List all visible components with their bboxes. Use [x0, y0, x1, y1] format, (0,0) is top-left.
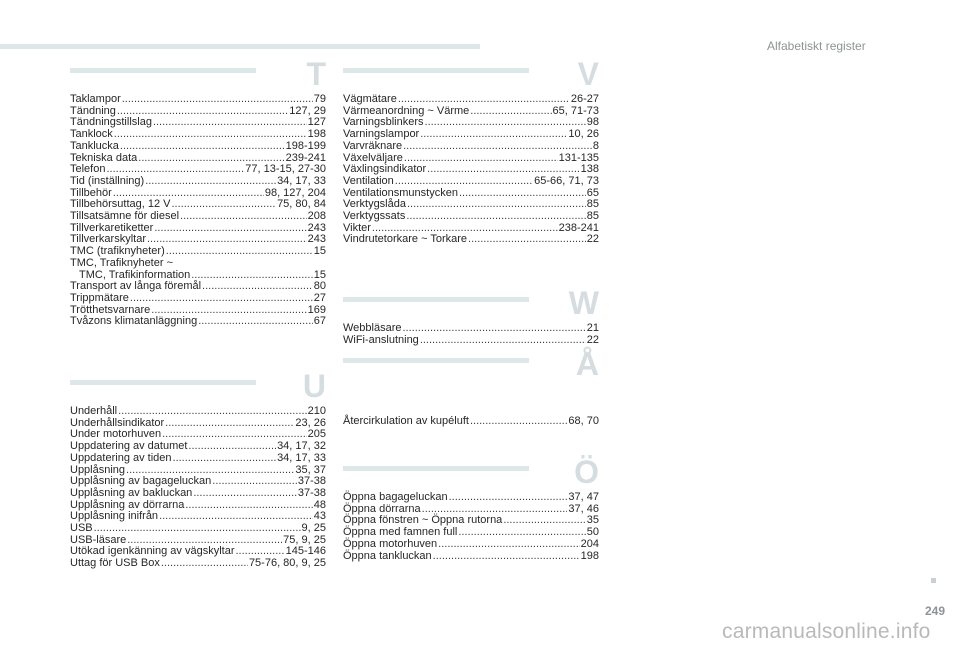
- entry-pages: 65-66, 71, 73: [534, 174, 599, 187]
- entry-pages: 37, 46: [568, 502, 599, 515]
- section-letter-a-ring: Å: [575, 346, 599, 382]
- leader-dots: [114, 129, 307, 141]
- section-heading: [70, 368, 326, 406]
- entry-pages: 75, 80, 84: [277, 198, 326, 211]
- entry-term: Under motorhuven: [70, 428, 162, 441]
- leader-dots: [159, 511, 313, 523]
- index-entry: [343, 176, 599, 188]
- section-letter-t: T: [306, 56, 326, 92]
- leader-dots: [120, 141, 285, 153]
- entry-pages: 43: [313, 510, 326, 523]
- section-w: [343, 285, 599, 346]
- leader-dots: [420, 335, 586, 347]
- section-heading: [343, 346, 599, 416]
- page-header-title: Alfabetiskt register: [767, 39, 866, 53]
- leader-dots: [122, 94, 313, 106]
- entry-pages: 98: [586, 116, 599, 129]
- index-entry: [343, 211, 599, 223]
- entry-term: Taklampor: [70, 93, 121, 105]
- leader-dots: [420, 129, 567, 141]
- entry-term: Upplåsning av dörrarna: [70, 498, 185, 511]
- index-entry: [343, 141, 599, 153]
- entry-term: Tändning: [70, 104, 116, 117]
- entry-term: Underhållsindikator: [70, 416, 165, 429]
- entry-pages: 15: [313, 268, 326, 281]
- leader-dots: [403, 141, 592, 153]
- index-entry: [70, 558, 326, 570]
- entry-term: Verktygslåda: [343, 198, 406, 211]
- entry-term: Tillbehör: [70, 186, 112, 199]
- leader-dots: [406, 211, 585, 223]
- entry-pages: 50: [586, 526, 599, 539]
- index-list-a-ring: [343, 416, 599, 428]
- leader-dots: [395, 176, 533, 188]
- entry-term: Växelväljare: [343, 151, 403, 164]
- leader-dots: [161, 558, 248, 570]
- index-entry: [70, 511, 326, 523]
- leader-dots: [449, 492, 568, 504]
- entry-term: Vindrutetorkare ~ Torkare: [343, 233, 468, 246]
- index-entry: [70, 523, 326, 535]
- entry-term: Ventilationsmunstycken: [343, 186, 458, 199]
- index-entry: [70, 176, 326, 188]
- leader-dots: [145, 176, 276, 188]
- index-entry: [70, 141, 326, 153]
- entry-term: TMC (trafiknyheter): [70, 245, 165, 258]
- header-rule: [0, 44, 480, 49]
- entry-term: Tekniska data: [70, 151, 138, 164]
- entry-pages: 9, 25: [301, 522, 326, 535]
- index-entry: [343, 335, 599, 347]
- entry-term: Uttag för USB Box: [70, 557, 160, 570]
- index-entry: [343, 234, 599, 246]
- entry-term: USB: [70, 522, 93, 535]
- leader-dots: [118, 406, 307, 418]
- index-entry: [343, 539, 599, 551]
- entry-pages: 67: [313, 315, 326, 328]
- entry-pages: 127: [307, 116, 326, 129]
- entry-term: Transport av långa föremål: [70, 280, 202, 293]
- entry-pages: 79: [313, 93, 326, 105]
- entry-term: Trippmätare: [70, 291, 129, 304]
- leader-dots: [212, 476, 297, 488]
- index-list-w: [343, 323, 599, 346]
- entry-term: Öppna motorhuven: [343, 537, 438, 550]
- entry-term: Uppdatering av tiden: [70, 451, 172, 464]
- leader-dots: [147, 234, 307, 246]
- index-entry: [70, 488, 326, 500]
- leader-dots: [433, 551, 580, 563]
- leader-dots: [202, 281, 313, 293]
- entry-pages: 8: [592, 139, 599, 152]
- index-list-t: [70, 94, 326, 328]
- entry-pages: 198: [307, 128, 326, 141]
- section-u: [70, 368, 326, 570]
- index-list-u: [70, 406, 326, 570]
- entry-pages: 98, 127, 204: [264, 186, 326, 199]
- corner-marker: [931, 578, 936, 583]
- section-heading: [343, 285, 599, 323]
- entry-pages: 75-76, 80, 9, 25: [248, 557, 326, 570]
- entry-term: TMC, Trafiknyheter ~: [70, 256, 174, 269]
- entry-term: Öppna dörrarna: [343, 502, 421, 515]
- index-entry: [343, 323, 599, 335]
- section-rule: [343, 358, 529, 363]
- entry-pages: 145-146: [285, 545, 326, 558]
- leader-dots: [171, 199, 276, 211]
- entry-term: Tillverkaretiketter: [70, 221, 154, 234]
- leader-dots: [468, 234, 586, 246]
- section-letter-o-uml: Ö: [574, 454, 599, 490]
- leader-dots: [180, 211, 307, 223]
- page-number: 249: [925, 604, 946, 618]
- entry-pages: 23, 26: [295, 416, 326, 429]
- index-entry: [70, 406, 326, 418]
- entry-term: Tillsatsämne för diesel: [70, 210, 180, 223]
- entry-pages: 26-27: [570, 93, 599, 105]
- index-entry: [343, 551, 599, 563]
- entry-pages: 34, 17, 33: [277, 451, 326, 464]
- entry-pages: 198-199: [285, 139, 326, 152]
- entry-pages: 65: [586, 186, 599, 199]
- entry-term: Vägmätare: [343, 93, 397, 105]
- leader-dots: [398, 94, 570, 106]
- entry-pages: 127, 29: [289, 104, 326, 117]
- entry-pages: 37-38: [297, 486, 326, 499]
- leader-dots: [188, 441, 276, 453]
- entry-term: WiFi-anslutning: [343, 333, 419, 346]
- entry-term: Telefon: [70, 163, 106, 176]
- entry-pages: 205: [307, 428, 326, 441]
- section-letter-w: W: [568, 285, 599, 321]
- leader-dots: [407, 199, 586, 211]
- entry-term: Uppdatering av datumet: [70, 440, 188, 453]
- leader-dots: [503, 515, 585, 527]
- entry-pages: 204: [580, 537, 599, 550]
- entry-pages: 35: [586, 514, 599, 527]
- entry-pages: 75, 9, 25: [283, 533, 326, 546]
- section-o-uml: [343, 454, 599, 562]
- section-rule: [343, 297, 529, 302]
- leader-dots: [470, 106, 551, 118]
- section-letter-v: V: [577, 56, 599, 92]
- entry-pages: 37, 47: [568, 491, 599, 503]
- entry-pages: 198: [580, 549, 599, 562]
- watermark: carmanualsonline.info: [722, 620, 931, 643]
- leader-dots: [198, 316, 313, 328]
- section-rule: [343, 68, 529, 73]
- entry-pages: 21: [586, 322, 599, 334]
- entry-term: Varningsblinkers: [343, 116, 424, 129]
- leader-dots: [130, 293, 313, 305]
- entry-term: TMC, Trafikinformation: [79, 268, 191, 281]
- entry-pages: 243: [307, 221, 326, 234]
- entry-term: Värmeanordning ~ Värme: [343, 104, 470, 117]
- entry-term: Tändningstillslag: [70, 116, 152, 129]
- entry-term: Tillverkarskyltar: [70, 233, 146, 246]
- leader-dots: [403, 323, 586, 335]
- entry-pages: 22: [586, 233, 599, 246]
- entry-pages: 239-241: [285, 151, 326, 164]
- entry-term: Underhåll: [70, 405, 118, 417]
- leader-dots: [94, 523, 301, 535]
- index-entry: [70, 211, 326, 223]
- index-entry: [70, 258, 326, 270]
- section-heading: [343, 56, 599, 94]
- leader-dots: [459, 188, 586, 200]
- entry-term: Webbläsare: [343, 322, 402, 334]
- index-entry: [343, 492, 599, 504]
- section-heading: [343, 454, 599, 492]
- entry-term: Tvåzons klimatanläggning: [70, 315, 198, 328]
- index-list-v: [343, 94, 599, 246]
- entry-term: Växlingsindikator: [343, 163, 427, 176]
- entry-pages: 27: [313, 291, 326, 304]
- section-rule: [343, 466, 529, 471]
- section-letter-u: U: [302, 368, 326, 404]
- entry-term: Upplåsning av bakluckan: [70, 486, 193, 499]
- entry-term: Ventilation: [343, 174, 394, 187]
- section-v: [343, 56, 599, 246]
- entry-term: Tillbehörsuttag, 12 V: [70, 198, 171, 211]
- entry-term: Upplåsning av bagageluckan: [70, 475, 212, 488]
- entry-pages: 10, 26: [568, 128, 599, 141]
- entry-term: Varvräknare: [343, 139, 403, 152]
- entry-term: Återcirkulation av kupéluft: [343, 415, 469, 427]
- entry-pages: 15: [313, 245, 326, 258]
- entry-term: Öppna tankluckan: [343, 549, 432, 562]
- entry-pages: 77, 13-15, 27-30: [245, 163, 326, 176]
- entry-term: Tanklock: [70, 128, 113, 141]
- entry-pages: 35, 37: [295, 463, 326, 476]
- entry-term: Upplåsning inifrån: [70, 510, 159, 523]
- index-entry: [343, 416, 599, 428]
- leader-dots: [154, 223, 306, 235]
- entry-pages: 138: [580, 163, 599, 176]
- entry-term: Utökad igenkänning av vägskyltar: [70, 545, 235, 558]
- section-rule: [70, 68, 256, 73]
- section-heading: [70, 56, 326, 94]
- leader-dots: [458, 527, 585, 539]
- entry-pages: 65, 71-73: [552, 104, 599, 117]
- entry-pages: 243: [307, 233, 326, 246]
- section-t: [70, 56, 326, 328]
- entry-pages: 37-38: [297, 475, 326, 488]
- leader-dots: [191, 270, 313, 282]
- leader-dots: [185, 500, 312, 512]
- leader-dots: [173, 453, 277, 465]
- leader-dots: [166, 246, 313, 258]
- leader-dots: [425, 117, 586, 129]
- index-entry: [70, 94, 326, 106]
- entry-pages: 169: [307, 303, 326, 316]
- entry-pages: 68, 70: [568, 415, 599, 427]
- entry-term: Varningslampor: [343, 128, 420, 141]
- leader-dots: [438, 539, 579, 551]
- entry-pages: 85: [586, 210, 599, 223]
- entry-term: Öppna fönstren ~ Öppna rutorna: [343, 514, 503, 527]
- entry-term: Öppna bagageluckan: [343, 491, 448, 503]
- index-entry: [70, 453, 326, 465]
- index-entry: [70, 293, 326, 305]
- entry-pages: 210: [307, 405, 326, 417]
- entry-term: Vikter: [343, 221, 371, 234]
- entry-term: Trötthetsvarnare: [70, 303, 151, 316]
- entry-term: Tid (inställning): [70, 174, 145, 187]
- entry-term: USB-läsare: [70, 533, 127, 546]
- index-entry: [343, 94, 599, 106]
- entry-pages: 208: [307, 210, 326, 223]
- entry-pages: 238-241: [558, 221, 599, 234]
- entry-pages: 80: [313, 280, 326, 293]
- entry-pages: 48: [313, 498, 326, 511]
- index-list-o-uml: [343, 492, 599, 562]
- index-entry: [70, 316, 326, 328]
- entry-term: Verktygssats: [343, 210, 406, 223]
- entry-pages: 22: [586, 333, 599, 346]
- leader-dots: [165, 418, 294, 430]
- section-a-ring: [343, 346, 599, 428]
- entry-pages: 34, 17, 33: [277, 174, 326, 187]
- entry-pages: 131-135: [558, 151, 599, 164]
- entry-pages: 85: [586, 198, 599, 211]
- entry-term: Tanklucka: [70, 139, 119, 152]
- entry-term: Upplåsning: [70, 463, 126, 476]
- leader-dots: [470, 416, 567, 428]
- section-rule: [70, 380, 256, 385]
- leader-dots: [404, 153, 558, 165]
- entry-pages: 34, 17, 32: [277, 440, 326, 453]
- leader-dots: [153, 117, 307, 129]
- entry-term: Öppna med famnen full: [343, 526, 458, 539]
- leader-dots: [193, 488, 297, 500]
